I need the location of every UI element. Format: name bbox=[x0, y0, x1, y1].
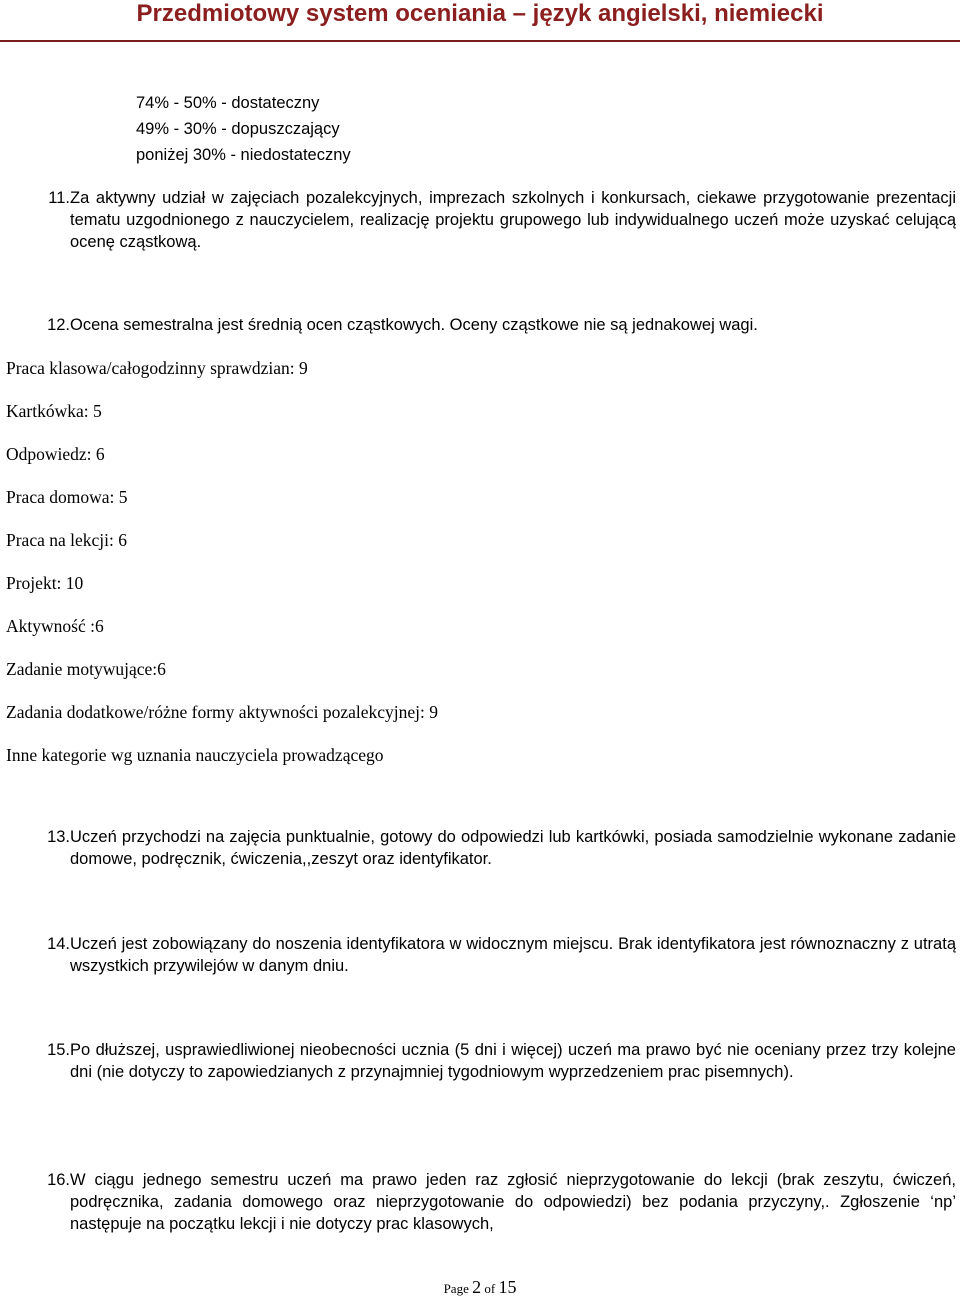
rule-item-13 bbox=[36, 826, 956, 870]
rule-item-12 bbox=[36, 314, 956, 336]
weight-line: Inne kategorie wg uznania nauczyciela prowadzącego bbox=[6, 745, 384, 765]
weight-line: Projekt: 10 bbox=[6, 573, 84, 593]
rule-number: 16. bbox=[47, 1171, 70, 1189]
rule-number: 12. bbox=[47, 316, 70, 334]
rule-item-14 bbox=[36, 933, 956, 977]
page-of-label: of bbox=[484, 1281, 496, 1296]
rule-number: 11. bbox=[48, 189, 70, 207]
rule-text: Ocena semestralna jest średnią ocen cząstkowych. Oceny cząstkowe nie są jednakowej wagi. bbox=[70, 316, 758, 334]
rule-item-16 bbox=[36, 1169, 956, 1235]
weight-line: Aktywność :6 bbox=[6, 616, 104, 636]
rule-item-15 bbox=[36, 1039, 956, 1083]
page-total: 15 bbox=[498, 1277, 517, 1297]
rule-text: W ciągu jednego semestru uczeń ma prawo jeden raz zgłosić nieprzygotowanie do lekcji (brak zeszytu, ćwiczeń, podręcznika, zadania domowego oraz nieprzygotowanie do odpowiedzi) bez podania przyczyny,. Zgłoszenie ‘np’ następuje na początku lekcji i nie dotyczy prac klasowych, bbox=[70, 1171, 956, 1233]
weight-line: Zadania dodatkowe/różne formy aktywności pozalekcyjnej: 9 bbox=[6, 702, 438, 722]
grade-scale-line: 49% - 30% - dopuszczający bbox=[136, 120, 340, 138]
weight-line: Praca domowa: 5 bbox=[6, 487, 128, 507]
grade-scale-line: poniżej 30% - niedostateczny bbox=[136, 146, 351, 164]
grade-scale-line: 74% - 50% - dostateczny bbox=[136, 94, 320, 112]
weight-line: Kartkówka: 5 bbox=[6, 401, 102, 421]
page-number: 2 bbox=[472, 1277, 482, 1297]
rule-text: Uczeń jest zobowiązany do noszenia identyfikatora w widocznym miejscu. Brak identyfikatora jest równoznaczny z utratą wszystkich przywilejów w danym dniu. bbox=[70, 935, 956, 975]
header-title: Przedmiotowy system oceniania – język angielski, niemiecki bbox=[136, 0, 824, 27]
weight-line: Praca na lekcji: 6 bbox=[6, 530, 127, 550]
rule-text: Za aktywny udział w zajęciach pozalekcyjnych, imprezach szkolnych i konkursach, ciekawe przygotowanie prezentacji tematu uzgodnionego z nauczycielem, realizację projektu grupowego lub indywidualnego uczeń może uzyskać celującą ocenę cząstkową. bbox=[70, 189, 956, 251]
page-label: Page bbox=[443, 1281, 469, 1296]
weight-line: Praca klasowa/całogodzinny sprawdzian: 9 bbox=[6, 358, 308, 378]
rule-text: Uczeń przychodzi na zajęcia punktualnie, gotowy do odpowiedzi lub kartkówki, posiada samodzielnie wykonane zadanie domowe, podręcznik, ćwiczenia,,zeszyt oraz identyfikator. bbox=[70, 828, 956, 868]
weight-line: Zadanie motywujące:6 bbox=[6, 659, 166, 679]
rule-number: 13. bbox=[47, 828, 70, 846]
rule-number: 14. bbox=[47, 935, 70, 953]
weight-line: Odpowiedz: 6 bbox=[6, 444, 105, 464]
rule-number: 15. bbox=[47, 1041, 70, 1059]
page-footer bbox=[0, 1276, 960, 1300]
page-header bbox=[0, 0, 960, 42]
rule-text: Po dłuższej, usprawiedliwionej nieobecności ucznia (5 dni i więcej) uczeń ma prawo być nie oceniany przez trzy kolejne dni (nie dotyczy to zapowiedzianych z przynajmniej tygodniowym wyprzedzeniem prac pisemnych). bbox=[70, 1041, 956, 1081]
rule-item-11 bbox=[36, 187, 956, 253]
